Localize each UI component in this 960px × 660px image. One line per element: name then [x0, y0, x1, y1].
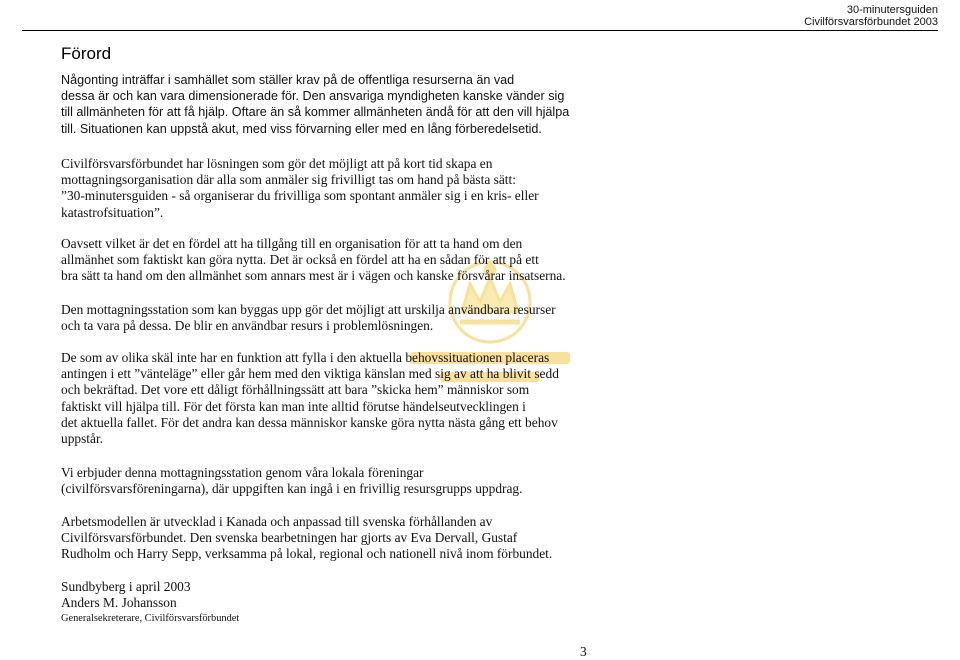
signature-role: Generalsekreterare, Civilförsvarsförbundet [61, 613, 240, 625]
paragraph-line: till allmänheten för att få hjälp. Oftare än så kommer allmänheten ändå för att den vill hjälpa [61, 105, 570, 120]
paragraph-line: De som av olika skäl inte har en funktion att fylla i den aktuella behovssituationen placeras [61, 350, 550, 365]
paragraph-line: och ta vara på dessa. De blir en användbar resurs i problemlösningen. [61, 318, 434, 334]
paragraph-line: ”30-minutersguiden - så organiserar du frivilliga som spontant anmäler sig i en kris- eller [61, 188, 539, 204]
signature-name: Anders M. Johansson [61, 595, 177, 611]
paragraph-5 [61, 350, 581, 447]
paragraph-1 [61, 72, 581, 137]
paragraph-line: Någonting inträffar i samhället som ställer krav på de offentliga resurserna än vad [61, 73, 515, 87]
paragraph-2 [61, 156, 581, 221]
paragraph-line: Vi erbjuder denna mottagningsstation genom våra lokala föreningar [61, 465, 424, 480]
paragraph-line: bra sätt ta hand om den allmänhet som annars mest är i vägen och kanske försvårar insatserna. [61, 268, 566, 284]
header-rule [22, 30, 938, 31]
paragraph-3 [61, 236, 581, 285]
paragraph-line: faktiskt vill hjälpa till. För det första kan man inte alltid förutse händelseutvecklingen i [61, 398, 526, 414]
paragraph-line: Arbetsmodellen är utvecklad i Kanada och anpassad till svenska förhållanden av [61, 514, 493, 529]
paragraph-7 [61, 514, 581, 563]
paragraph-line: allmänhet som faktiskt kan göra nytta. Det är också en fördel att ha en sådan för att på ett [61, 252, 539, 268]
paragraph-line: Rudholm och Harry Sepp, verksamma på lokal, regional och nationell nivå inom förbundet. [61, 546, 553, 562]
page-title: Förord [61, 44, 112, 63]
paragraph-line: till. Situationen kan uppstå akut, med viss förvarning eller med en lång förberedelsetid. [61, 121, 542, 136]
paragraph-line: Den mottagningsstation som kan byggas upp gör det möjligt att urskilja användbara resurser [61, 302, 556, 317]
signature-block [61, 579, 581, 628]
header-guide-name: 30-minutersguiden [846, 4, 938, 16]
running-header [804, 4, 938, 28]
paragraph-line: antingen i ett ”vänteläge” eller går hem med den viktiga känslan med sig av att ha blivit sedd [61, 366, 559, 382]
paragraph-line: uppstår. [61, 431, 104, 447]
paragraph-line: och bekräftad. Det vore ett dåligt förhållningssätt att bara ”skicka hem” människor som [61, 382, 530, 398]
paragraph-line: Oavsett vilket är det en fördel att ha tillgång till en organisation för att ta hand om den [61, 236, 523, 251]
page-number: 3 [580, 644, 587, 659]
header-organization-year: Civilförsvarsförbundet 2003 [804, 16, 938, 28]
signature-place-date: Sundbyberg i april 2003 [61, 579, 191, 594]
paragraph-line: Civilförsvarsförbundet har lösningen som gör det möjligt att på kort tid skapa en [61, 156, 493, 171]
paragraph-line: det aktuella fallet. För det andra kan dessa människor kanske göra nytta nästa gång ett behov [61, 414, 558, 430]
paragraph-line: dessa är och kan vara dimensionerade för. Den ansvariga myndigheten kanske vänder sig [61, 89, 565, 104]
paragraph-line: katastrofsituation”. [61, 204, 164, 220]
paragraph-4 [61, 302, 581, 334]
paragraph-6 [61, 465, 581, 497]
paragraph-line: mottagningsorganisation där alla som anmäler sig frivilligt tas om hand på bästa sätt: [61, 172, 516, 188]
paragraph-line: (civilförsvarsföreningarna), där uppgiften kan ingå i en frivillig resursgrupps uppdrag. [61, 481, 523, 497]
paragraph-line: Civilförsvarsförbundet. Den svenska bearbetningen har gjorts av Eva Dervall, Gustaf [61, 530, 518, 546]
